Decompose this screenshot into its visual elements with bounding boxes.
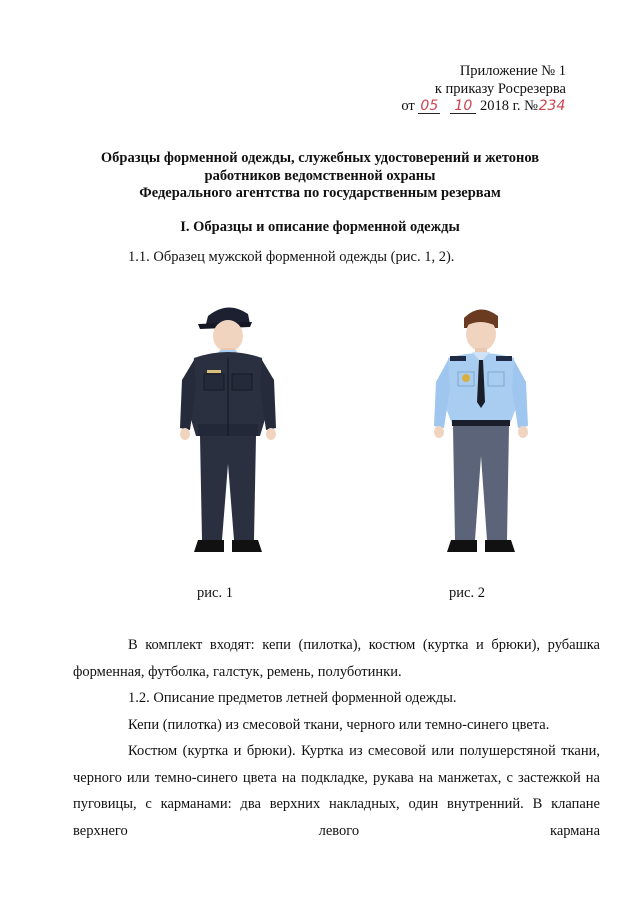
date-prefix: от xyxy=(401,98,415,114)
figure-1-caption: рис. 1 xyxy=(197,585,233,601)
handwritten-number: 234 xyxy=(538,98,566,114)
figure-2-caption: рис. 2 xyxy=(449,585,485,601)
year-text: 2018 г. № xyxy=(479,98,538,114)
section-heading: I. Образцы и описание форменной одежды xyxy=(180,219,460,235)
paragraph-kit: В комплект входят: кепи (пилотка), костюм (куртка и брюки), рубашка форменная, футболка, галстук, ремень, полуботинки. xyxy=(73,637,600,680)
body-text xyxy=(73,632,600,844)
handwritten-day: 05 xyxy=(418,99,440,114)
intro-paragraph: 1.1. Образец мужской форменной одежды (рис. 1, 2). xyxy=(128,249,455,265)
title-line-1: Образцы форменной одежды, служебных удостоверений и жетонов xyxy=(100,150,540,166)
appendix-header xyxy=(326,63,566,116)
figure-shirt-uniform xyxy=(420,296,540,566)
appendix-date-line xyxy=(326,98,566,116)
appendix-order-ref: к приказу Росрезерва xyxy=(434,80,566,97)
title-line-2: работников ведомственной охраны xyxy=(204,167,436,184)
title-line-3: Федерального агентства по государственным резервам xyxy=(139,185,501,201)
paragraph-suit: Костюм (куртка и брюки). Куртка из смесовой или полушерстяной ткани, черного или темно-синего цвета на подкладке, рукава на манжетах, с застежкой на пуговицы, с карманами: два верхних накладных, один внутренний. В клапане верхнего левого кармана xyxy=(73,743,600,839)
paragraph-summer-heading: 1.2. Описание предметов летней форменной одежды. xyxy=(128,690,457,706)
document-title xyxy=(40,150,600,203)
appendix-title: Приложение № 1 xyxy=(459,63,566,79)
paragraph-cap: Кепи (пилотка) из смесовой ткани, черного или темно-синего цвета. xyxy=(128,716,550,733)
figure-dark-uniform xyxy=(168,296,288,566)
handwritten-month: 10 xyxy=(450,99,476,114)
